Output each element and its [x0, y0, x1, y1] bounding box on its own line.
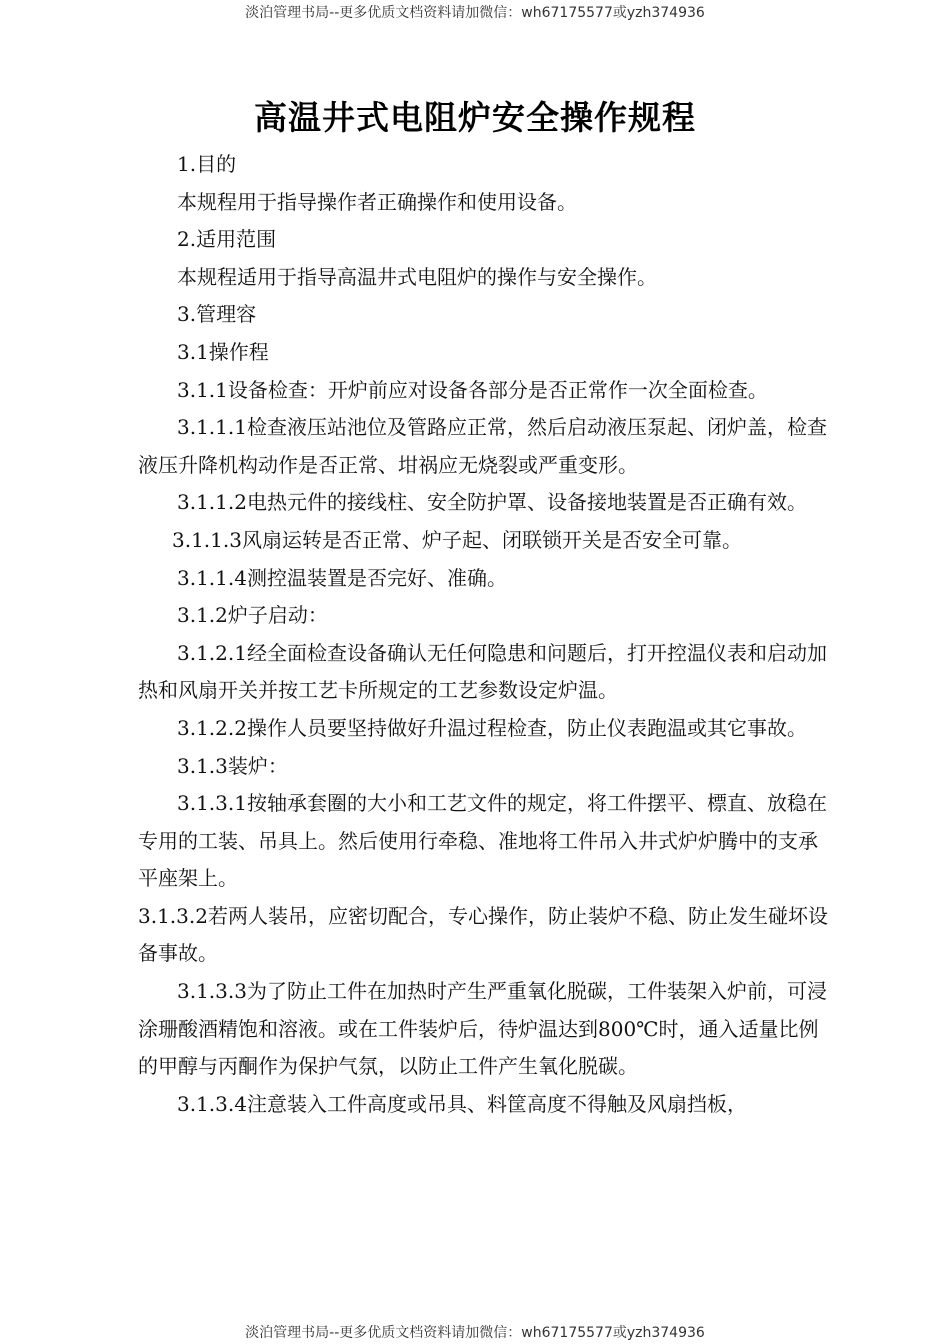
- paragraph: 3.1.2炉子启动：: [177, 603, 328, 628]
- paragraph: 3.1.3.3为了防止工件在加热时产生严重氧化脱碳，工件装架入炉前，可浸涂珊酸酒精饱和溶液。或在工件装炉后，待炉温达到800℃时，通入适量比例的甲醇与丙酮作为保护气氛，以防止工件产生氧化脱碳。: [138, 979, 827, 1079]
- paragraph: 3.1.3装炉：: [177, 753, 288, 778]
- section-heading: 1.目的: [177, 152, 237, 176]
- footer-watermark: 淡泊管理书局--更多优质文档资料请加微信：wh67175577或yzh374936: [245, 1325, 705, 1341]
- document-title: 高温井式电阻炉安全操作规程: [254, 98, 696, 137]
- paragraph: 3.1.3.4注意装入工件高度或吊具、料筐高度不得触及风扇挡板，: [177, 1091, 747, 1116]
- paragraph: 3.1.1.2电热元件的接线柱、安全防护罩、设备接地装置是否正确有效。: [177, 490, 807, 515]
- paragraph: 3.1.1.3风扇运转是否正常、炉子起、闭联锁开关是否安全可靠。: [172, 527, 742, 552]
- section-heading: 3.1操作程: [177, 339, 269, 364]
- section-heading: 2.适用范围: [177, 227, 277, 252]
- paragraph: 本规程用于指导操作者正确操作和使用设备。: [177, 189, 577, 214]
- header-watermark: 淡泊管理书局--更多优质文档资料请加微信：wh67175577或yzh374936: [245, 5, 705, 21]
- paragraph: 3.1.1设备检查：开炉前应对设备各部分是否正常作一次全面检查。: [177, 377, 768, 402]
- paragraph: 3.1.3.2若两人装吊，应密切配合，专心操作，防止装炉不稳、防止发生碰坏设备事故。: [138, 903, 828, 966]
- section-heading: 3.管理容: [177, 302, 257, 327]
- paragraph: 3.1.3.1按轴承套圈的大小和工艺文件的规定，将工件摆平、標直、放稳在专用的工装、吊具上。然后使用行牵稳、准地将工件吊入井式炉炉腾中的支承平座架上。: [138, 791, 827, 891]
- paragraph: 3.1.1.4测控温装置是否完好、准确。: [177, 565, 507, 590]
- paragraph: 3.1.2.2操作人员要坚持做好升温过程检查，防止仪表跑温或其它事故。: [177, 715, 807, 740]
- paragraph: 3.1.1.1检查液压站池位及管路应正常，然后启动液压泵起、闭炉盖，检查液压升降机构动作是否正常、坩祸应无烧裂或严重变形。: [138, 415, 827, 477]
- paragraph: 3.1.2.1经全面检查设备确认无任何隐患和问题后，打开控温仪表和启动加热和风扇开关并按工艺卡所规定的工艺参数设定炉温。: [138, 640, 827, 703]
- paragraph: 本规程适用于指导高温井式电阻炉的操作与安全操作。: [177, 264, 657, 289]
- document-body: [138, 146, 828, 1123]
